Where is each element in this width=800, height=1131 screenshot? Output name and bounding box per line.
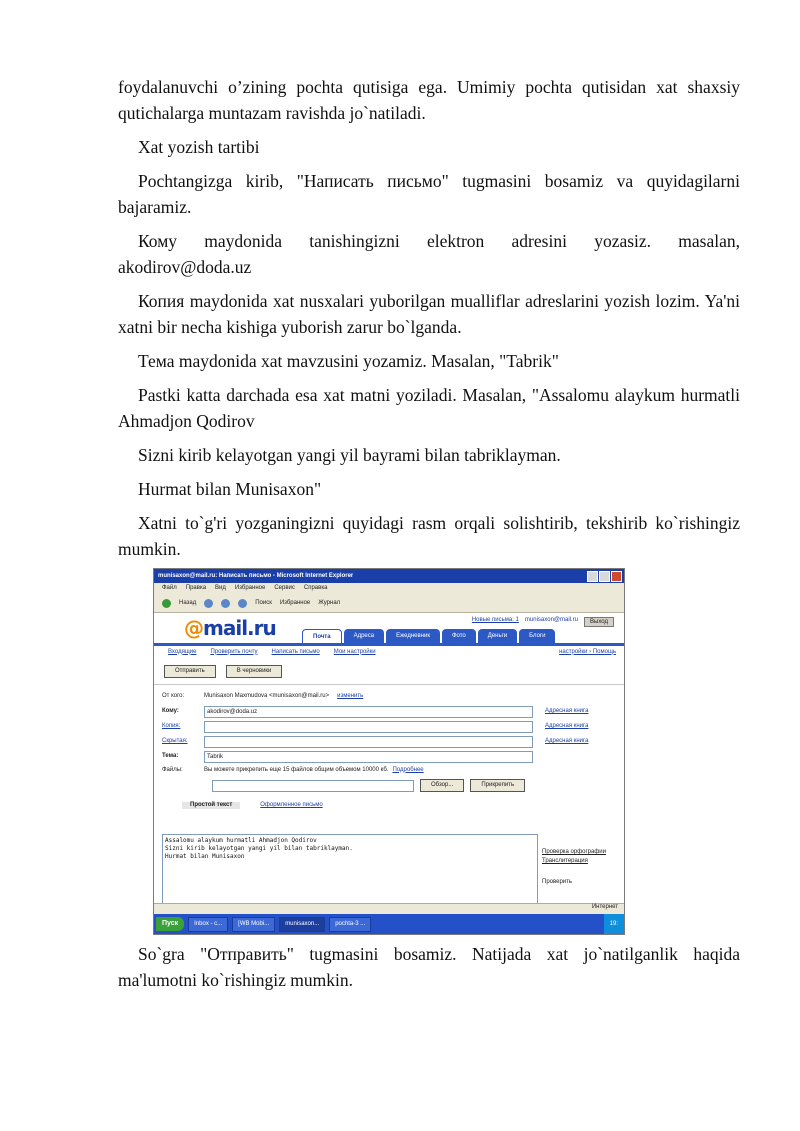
paragraph-11: So`gra "Отправить" tugmasini bosamiz. Natijada xat jo`natilganlik haqida ma'lumotni ko`rishingiz mumkin. bbox=[118, 944, 740, 990]
back-icon bbox=[162, 599, 171, 608]
subnav-compose: Написать письмо bbox=[271, 648, 320, 655]
subnav-settings: Мои настройки bbox=[333, 648, 376, 655]
paragraph-9: Hurmat bilan Munisaxon" bbox=[138, 479, 322, 499]
send-button: Отправить bbox=[164, 665, 216, 678]
tab-rich-text: Оформленное письмо bbox=[260, 802, 323, 808]
menu-favorites: Избранное bbox=[234, 585, 266, 591]
user-box bbox=[472, 617, 614, 627]
document-page bbox=[118, 74, 740, 993]
browser-menubar bbox=[154, 583, 624, 594]
files-label: Файлы: bbox=[162, 766, 183, 773]
refresh-icon bbox=[221, 599, 230, 608]
email-client-screenshot bbox=[153, 568, 625, 935]
task-4: pochta-3 ... bbox=[329, 917, 371, 932]
message-body bbox=[162, 834, 538, 906]
tab-calendar: Ежедневник bbox=[386, 629, 440, 643]
files-row bbox=[162, 764, 624, 776]
subnav-check-mail: Проверить почту bbox=[210, 648, 258, 655]
tab-plain-text: Простой текст bbox=[182, 802, 240, 809]
browse-button: Обзор... bbox=[420, 779, 464, 792]
paragraph-5: Копия maydonida xat nusxalari yuborilgan mualliflar adreslarini yozish lozim. Ya'ni xatni bir necha kishiga yuborish zarur bo`lganda. bbox=[118, 291, 740, 337]
menu-file: Файл bbox=[162, 585, 177, 591]
hidden-copy-label: Скрытая: bbox=[162, 738, 188, 744]
paragraph-4: Кому maydonida tanishingizni elektron adresini yozasiz. masalan, akodirov@doda.uz bbox=[118, 231, 740, 277]
paragraph-10: Xatni to`g'ri yozganingizni quyidagi rasm orqali solishtirib, tekshirib ko`rishingiz mumkin. bbox=[118, 513, 740, 559]
subject-label: Тема: bbox=[162, 753, 179, 759]
browser-titlebar bbox=[154, 569, 624, 583]
minimize-icon bbox=[587, 571, 598, 582]
address-book-link-2: Адресная книга bbox=[545, 723, 589, 729]
spellcheck-link: Проверка орфографии bbox=[542, 849, 606, 855]
hidden-copy-row bbox=[162, 734, 624, 749]
task-3: munisaxon... bbox=[279, 917, 325, 932]
mail-ru-logo: @mail.ru bbox=[184, 616, 276, 640]
from-row bbox=[162, 689, 624, 704]
from-value: Munisaxon Maxmudova <munisaxon@mail.ru> bbox=[204, 693, 330, 699]
copy-label: Копия: bbox=[162, 723, 181, 729]
from-change-link: изменить bbox=[337, 693, 364, 699]
task-2: [WB Mobi... bbox=[232, 917, 275, 932]
toolbar-favorites: Избранное bbox=[279, 599, 311, 606]
file-path-field bbox=[212, 780, 414, 792]
file-attach-row bbox=[212, 779, 624, 792]
body-line-3: Hurmat bilan Munisaxon bbox=[165, 853, 245, 860]
files-hint-link: Подробнее bbox=[392, 766, 424, 773]
window-title: munisaxon@mail.ru: Написать письмо - Microsoft Internet Explorer bbox=[158, 572, 354, 579]
address-book-link: Адресная книга bbox=[545, 708, 589, 714]
tab-photo: Фото bbox=[442, 629, 476, 643]
to-row bbox=[162, 704, 624, 719]
browser-toolbar bbox=[154, 594, 624, 613]
windows-taskbar bbox=[154, 914, 624, 934]
subnav-inbox: Входящие bbox=[168, 648, 197, 655]
attach-button: Прикрепить bbox=[470, 779, 525, 792]
close-icon bbox=[611, 571, 622, 582]
browser-statusbar bbox=[154, 903, 624, 914]
address-book-link-3: Адресная книга bbox=[545, 738, 589, 744]
tab-addresses: Адреса bbox=[344, 629, 385, 643]
menu-view: Вид bbox=[215, 585, 226, 591]
compose-form bbox=[154, 685, 624, 809]
toolbar-back: Назад bbox=[179, 599, 197, 606]
to-field: akodirov@doda.uz bbox=[204, 706, 533, 718]
stop-icon bbox=[204, 599, 213, 608]
user-email: munisaxon@mail.ru bbox=[524, 617, 578, 623]
files-hint: Вы можете прикрепить еще 15 файлов общим объемом 10000 кб. bbox=[204, 766, 389, 773]
status-zone: Интернет bbox=[591, 904, 618, 910]
paragraph-1: foydalanuvchi o’zining pochta qutisiga ega. Umimiy pochta qutisidan xat shaxsiy qutichalarga muntazam ravishda jo`natiladi. bbox=[118, 77, 740, 123]
tab-mail: Почта bbox=[302, 629, 342, 643]
subnav-help: настройки › Помощь bbox=[559, 648, 616, 655]
check-label: Проверить bbox=[542, 879, 573, 885]
paragraph-3: Pochtangizga kirib, "Написать письмо" tugmasini bosamiz va quyidagilarni bajaramiz. bbox=[118, 171, 740, 217]
section-heading-letter-order: Xat yozish tartibi bbox=[138, 137, 260, 157]
maximize-icon bbox=[599, 571, 610, 582]
translit-link: Транслитерация bbox=[542, 858, 588, 864]
hidden-copy-field bbox=[204, 736, 533, 748]
save-draft-button: В черновики bbox=[226, 665, 283, 678]
new-mail-link: Новые письма: 1 bbox=[471, 617, 519, 623]
toolbar-search: Поиск bbox=[255, 599, 272, 606]
to-label: Кому: bbox=[162, 708, 179, 714]
copy-field bbox=[204, 721, 533, 733]
logout-button: Выход bbox=[584, 617, 614, 627]
subject-row bbox=[162, 749, 624, 764]
paragraph-6: Тема maydonida xat mavzusini yozamiz. Masalan, "Tabrik" bbox=[138, 351, 559, 371]
toolbar-history: Журнал bbox=[318, 599, 341, 606]
from-label: От кого: bbox=[162, 693, 185, 699]
paragraph-8: Sizni kirib kelayotgan yangi yil bayrami bilan tabriklayman. bbox=[138, 445, 561, 465]
window-controls bbox=[587, 571, 624, 582]
paragraph-7: Pastki katta darchada esa xat matni yoziladi. Masalan, "Assalomu alaykum hurmatli Ahmadjon Qodirov bbox=[118, 385, 740, 431]
menu-tools: Сервис bbox=[274, 585, 295, 591]
body-side-links bbox=[542, 849, 606, 886]
home-icon bbox=[238, 599, 247, 608]
task-1: Inbox - c... bbox=[188, 917, 228, 932]
mail-subnav bbox=[154, 643, 624, 658]
tab-money: Деньги bbox=[478, 629, 517, 643]
menu-edit: Правка bbox=[185, 585, 207, 591]
mail-header bbox=[154, 613, 624, 643]
text-mode-tabs bbox=[182, 802, 624, 809]
subject-field: Tabrik bbox=[204, 751, 533, 763]
start-button: Пуск bbox=[156, 917, 184, 931]
body-line-1: Assalomu alaykum hurmatli Ahmadjon Qodirov bbox=[165, 837, 317, 844]
tab-blogs: Блоги bbox=[519, 629, 555, 643]
body-line-2: Sizni kirib kelayotgan yangi yil bilan tabriklayman. bbox=[165, 845, 353, 852]
compose-actions bbox=[154, 658, 624, 685]
mail-nav-tabs bbox=[302, 629, 624, 643]
copy-row bbox=[162, 719, 624, 734]
menu-help: Справка bbox=[303, 585, 328, 591]
system-tray-clock: 19: bbox=[604, 914, 624, 934]
